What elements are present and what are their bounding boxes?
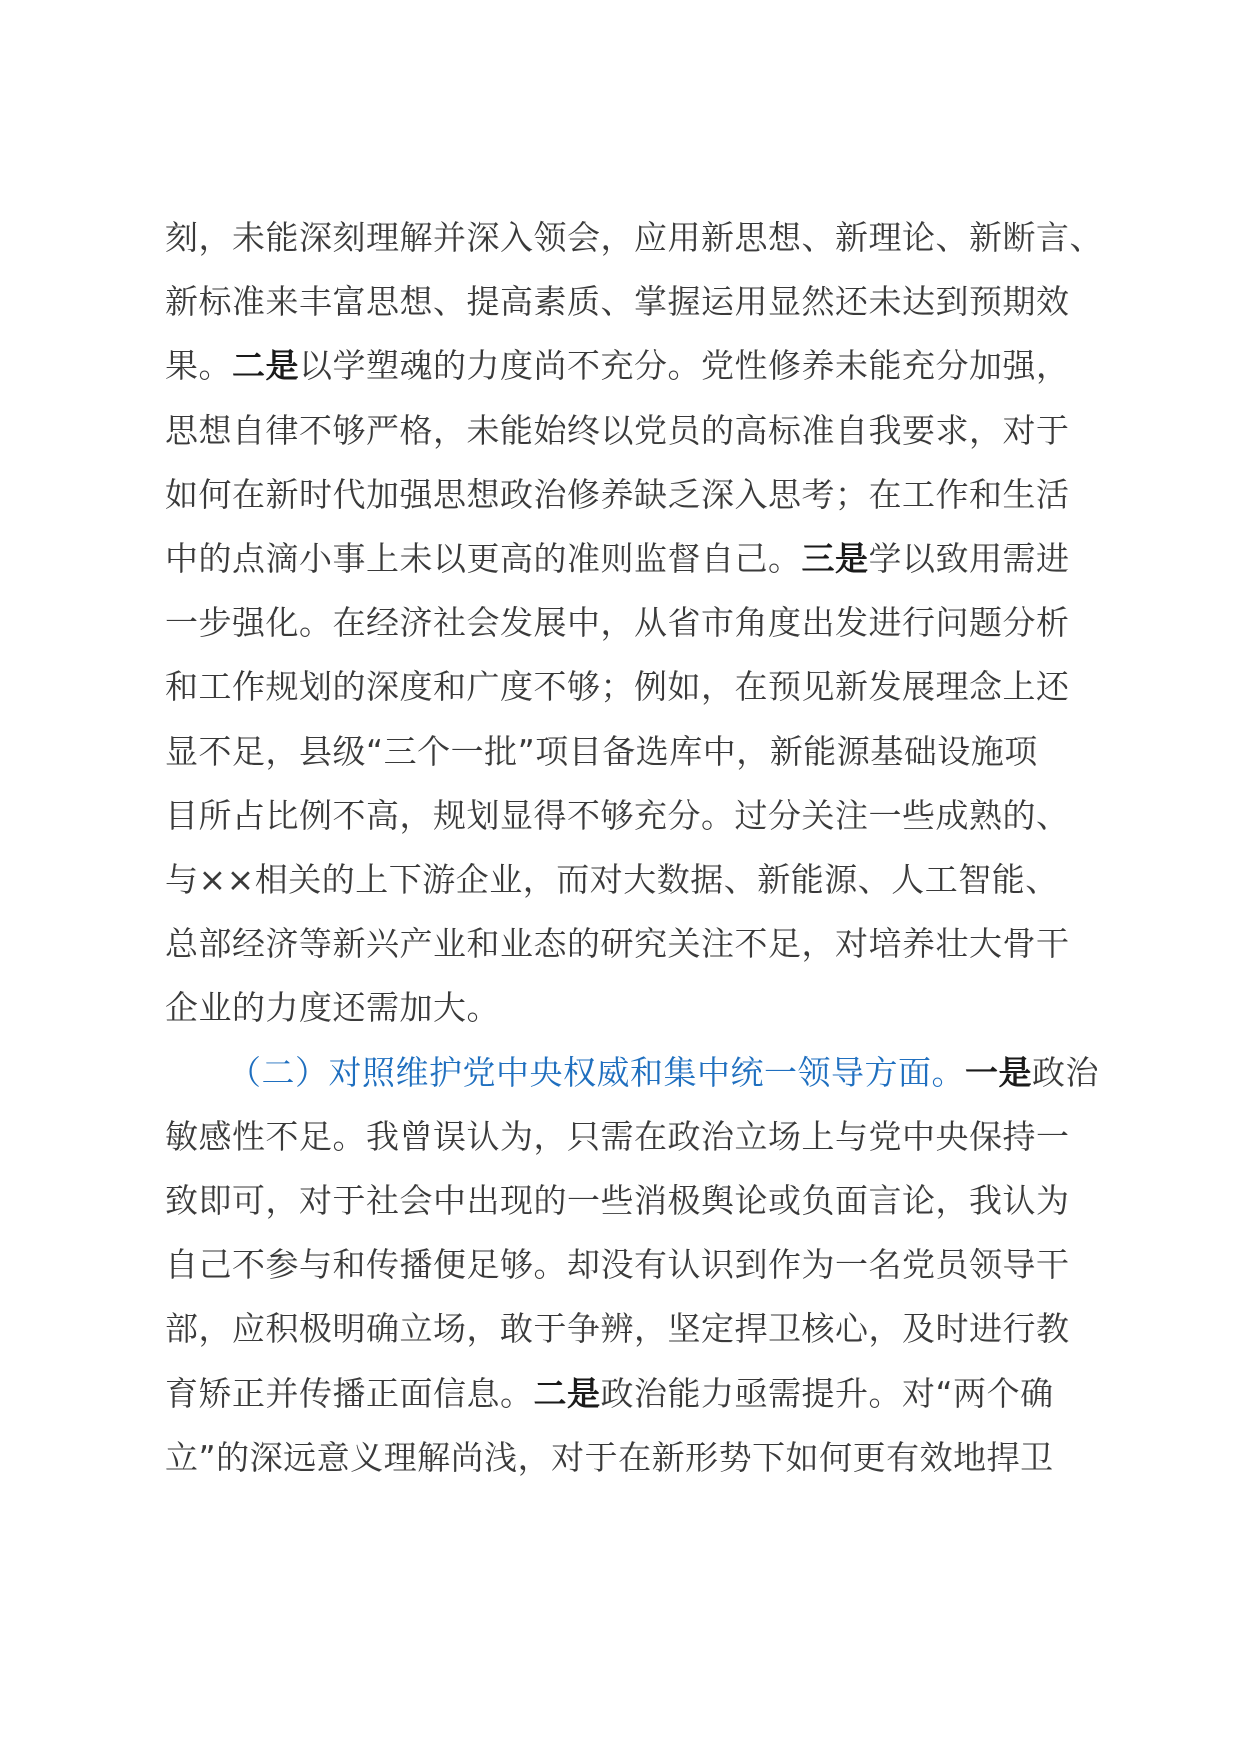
paragraph-line bbox=[165, 1364, 1054, 1424]
body-text: 和工作规划的深度和广度不够；例如，在预见新发展理念上还 bbox=[165, 667, 1070, 707]
paragraph-line bbox=[165, 722, 1038, 782]
body-text: 刻，未能深刻理解并深入领会，应用新思想、新理论、新断言、 bbox=[165, 218, 1103, 257]
body-text: 致即可，对于社会中出现的一些消极舆论或负面言论，我认为 bbox=[165, 1181, 1070, 1220]
paragraph-line bbox=[165, 786, 1070, 846]
body-text: 育矫正并传播正面信息。 bbox=[165, 1373, 534, 1413]
paragraph-line bbox=[165, 1428, 1054, 1488]
body-text: 企业的力度还需加大。 bbox=[165, 988, 500, 1028]
body-text: 果。 bbox=[165, 346, 232, 386]
body-text: 以学塑魂的力度尚不充分。党性修养未能充分加强， bbox=[299, 346, 1070, 386]
section-heading-text: （二）对照维护党中央权威和集中统一领导方面。 bbox=[228, 1052, 965, 1092]
paragraph-line bbox=[165, 850, 1059, 910]
paragraph-line bbox=[165, 1171, 1070, 1231]
paragraph-line bbox=[165, 914, 1070, 974]
paragraph-line bbox=[165, 593, 1070, 653]
paragraph-line bbox=[165, 1107, 1070, 1167]
body-text: 自己不参与和传播便足够。却没有认识到作为一名党员领导干 bbox=[165, 1245, 1070, 1285]
body-text: 部，应积极明确立场，敢于争辨，坚定捍卫核心，及时进行教 bbox=[165, 1309, 1070, 1349]
paragraph-line bbox=[165, 336, 1070, 396]
body-text: 目所占比例不高，规划显得不够充分。过分关注一些成熟的、 bbox=[165, 795, 1070, 835]
body-text: 如何在新时代加强思想政治修养缺乏深入思考；在工作和生活 bbox=[165, 474, 1070, 514]
paragraph-line bbox=[165, 657, 1070, 717]
body-text: 与××相关的上下游企业，而对大数据、新能源、人工智能、 bbox=[165, 860, 1059, 899]
section-heading-line bbox=[228, 1043, 1099, 1103]
paragraph-line bbox=[165, 465, 1070, 525]
body-text: 中的点滴小事上未以更高的准则监督自己。 bbox=[165, 539, 802, 578]
bold-keyword: 二是 bbox=[232, 346, 299, 386]
paragraph-line bbox=[165, 1299, 1070, 1359]
bold-keyword: 一是 bbox=[965, 1052, 1032, 1092]
body-text: 政治 bbox=[1032, 1052, 1099, 1092]
body-text: 立”的深远意义理解尚浅，对于在新形势下如何更有效地捍卫 bbox=[165, 1437, 1054, 1477]
body-text: 显不足，县级“三个一批”项目备选库中，新能源基础设施项 bbox=[165, 731, 1038, 771]
paragraph-line bbox=[165, 529, 1070, 589]
paragraph-line bbox=[165, 1235, 1070, 1295]
body-text: 总部经济等新兴产业和业态的研究关注不足，对培养壮大骨干 bbox=[165, 924, 1070, 964]
paragraph-line bbox=[165, 978, 500, 1038]
body-text: 政治能力亟需提升。对“两个确 bbox=[600, 1373, 1054, 1413]
body-text: 敏感性不足。我曾误认为，只需在政治立场上与党中央保持一 bbox=[165, 1116, 1070, 1156]
bold-keyword: 三是 bbox=[801, 539, 869, 578]
bold-keyword: 二是 bbox=[533, 1373, 601, 1413]
paragraph-line bbox=[165, 401, 1070, 461]
body-text: 学以致用需进 bbox=[868, 539, 1070, 578]
paragraph-line bbox=[165, 272, 1070, 332]
paragraph-line bbox=[165, 208, 1103, 268]
body-text: 新标准来丰富思想、提高素质、掌握运用显然还未达到预期效 bbox=[165, 282, 1070, 322]
body-text: 思想自律不够严格，未能始终以党员的高标准自我要求，对于 bbox=[165, 410, 1070, 450]
body-text: 一步强化。在经济社会发展中，从省市角度出发进行问题分析 bbox=[165, 603, 1070, 643]
